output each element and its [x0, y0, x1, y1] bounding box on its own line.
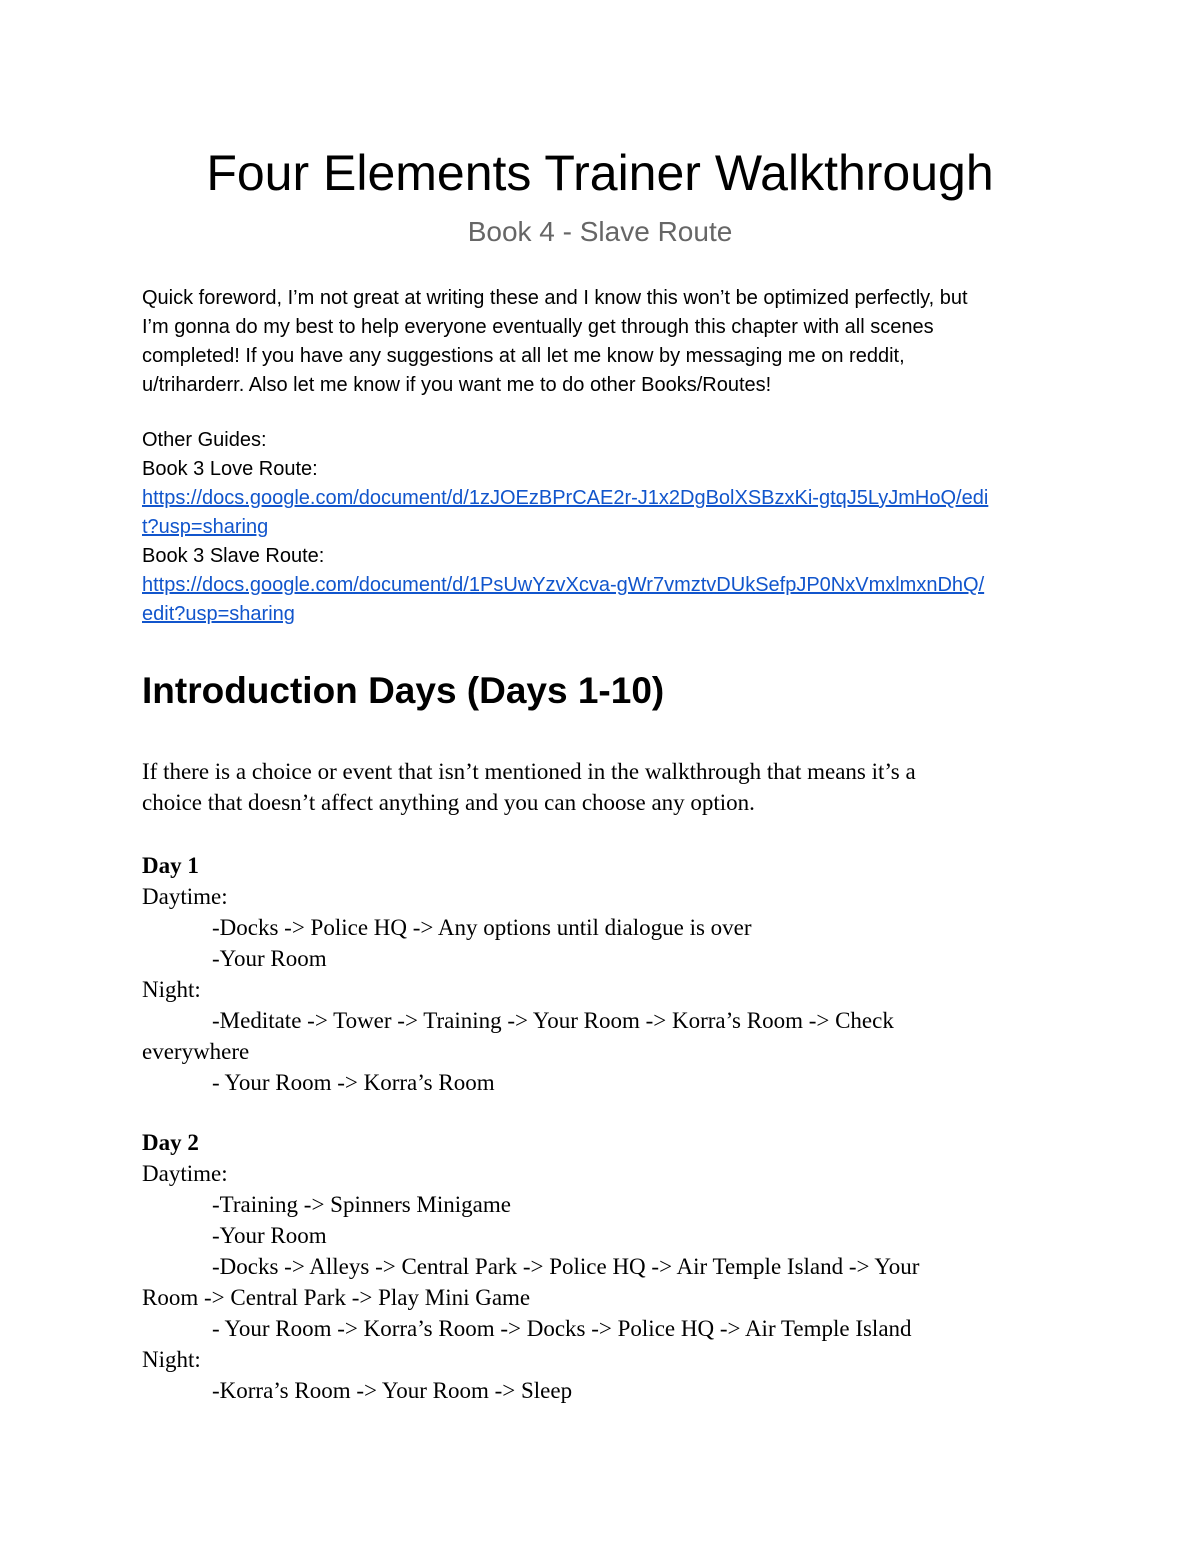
section-heading: Introduction Days (Days 1-10)	[142, 670, 665, 711]
day1-night-step: - Your Room -> Korra’s Room	[212, 1070, 495, 1095]
foreword-line: u/triharderr. Also let me know if you want me to do other Books/Routes!	[142, 374, 772, 396]
day1-daytime-label: Daytime:	[142, 884, 228, 909]
book3-love-route-link-line1[interactable]: https://docs.google.com/document/d/1zJOEzBPrCAE2r-J1x2DgBolXSBzxKi-gtqJ5LyJmHoQ/edi	[142, 487, 989, 509]
other-guides-heading: Other Guides:	[142, 429, 267, 451]
book3-love-route-label: Book 3 Love Route:	[142, 458, 318, 480]
day2-night-step: -Korra’s Room -> Your Room -> Sleep	[212, 1378, 573, 1403]
day1-section	[142, 850, 1062, 1098]
day1-night-step: -Meditate -> Tower -> Training -> Your Room -> Korra’s Room -> Check	[212, 1008, 894, 1033]
book3-love-route-link[interactable]	[142, 484, 1062, 542]
day1-night-label: Night:	[142, 977, 201, 1002]
day2-night-label: Night:	[142, 1347, 201, 1372]
foreword-line: completed! If you have any suggestions at all let me know by messaging me on reddit,	[142, 345, 905, 367]
note-line: If there is a choice or event that isn’t mentioned in the walkthrough that means it’s a	[142, 759, 916, 784]
book3-slave-route-link[interactable]	[142, 571, 1062, 629]
day1-night-step-continued: everywhere	[142, 1039, 250, 1064]
foreword-line: I’m gonna do my best to help everyone eventually get through this chapter with all scenes	[142, 316, 934, 338]
day1-daytime-step: -Your Room	[212, 946, 327, 971]
foreword-paragraph	[142, 284, 1062, 400]
other-guides-section	[142, 426, 1062, 629]
day2-section	[142, 1127, 1062, 1406]
day1-daytime-step: -Docks -> Police HQ -> Any options until dialogue is over	[212, 915, 752, 940]
day2-daytime-step-continued: Room -> Central Park -> Play Mini Game	[142, 1285, 531, 1310]
day1-heading: Day 1	[142, 853, 199, 878]
day2-daytime-step: - Your Room -> Korra’s Room -> Docks -> Police HQ -> Air Temple Island	[212, 1316, 912, 1341]
day2-daytime-label: Daytime:	[142, 1161, 228, 1186]
book3-slave-route-link-line2[interactable]: edit?usp=sharing	[142, 603, 295, 625]
book3-love-route-link-line2[interactable]: t?usp=sharing	[142, 516, 269, 538]
book3-slave-route-link-line1[interactable]: https://docs.google.com/document/d/1PsUwYzvXcva-gWr7vmztvDUkSefpJP0NxVmxlmxnDhQ/	[142, 574, 985, 596]
document-subtitle: Book 4 - Slave Route	[467, 216, 733, 247]
document-title: Four Elements Trainer Walkthrough	[206, 145, 994, 201]
foreword-line: Quick foreword, I’m not great at writing these and I know this won’t be optimized perfectly, but	[142, 287, 968, 309]
day2-daytime-step: -Docks -> Alleys -> Central Park -> Police HQ -> Air Temple Island -> Your	[212, 1254, 920, 1279]
day2-heading: Day 2	[142, 1130, 199, 1155]
choice-note	[142, 756, 1062, 818]
note-line: choice that doesn’t affect anything and you can choose any option.	[142, 790, 755, 815]
day2-daytime-step: -Training -> Spinners Minigame	[212, 1192, 511, 1217]
book3-slave-route-label: Book 3 Slave Route:	[142, 545, 325, 567]
day2-daytime-step: -Your Room	[212, 1223, 327, 1248]
